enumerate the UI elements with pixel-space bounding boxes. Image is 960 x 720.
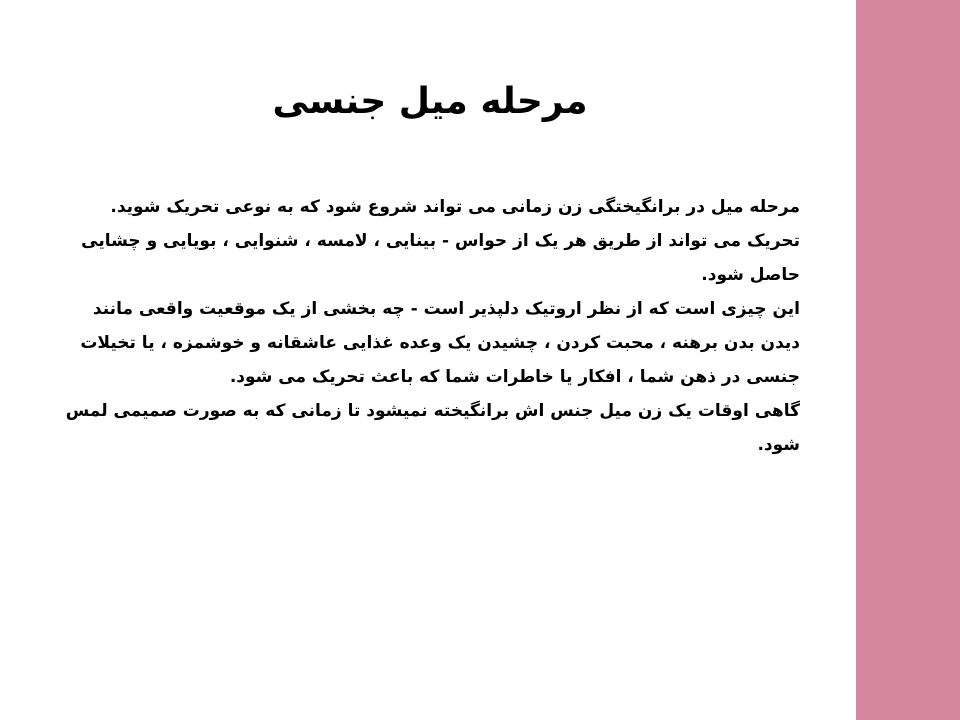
paragraph-desire-start: مرحله میل در برانگیختگی زن زمانی می تواند شروع شود که به نوعی تحریک شوید. — [110, 197, 800, 217]
slide-title: مرحله میل جنسی — [272, 81, 588, 122]
slide-body — [62, 190, 800, 462]
paragraph-senses: تحریک می تواند از طریق هر یک از حواس - بینایی ، لامسه ، شنوایی ، بویایی و چشایی حاصل شود. — [81, 231, 800, 285]
accent-side-band — [856, 0, 960, 720]
paragraph-erotic-pleasure: این چیزی است که از نظر اروتیک دلپذیر است - چه بخشی از یک موقعیت واقعی مانند دیدن بدن برهنه ، محبت کردن ، چشیدن یک وعده غذایی عاشقانه و خوشمزه ، یا تخیلات جنسی در ذهن شما ، افکار یا خاطرات شما که باعث تحریک می شود. — [80, 299, 800, 387]
paragraph-intimate-touch: گاهی اوقات یک زن میل جنس اش برانگیخته نمیشود تا زمانی که به صورت صمیمی لمس شود. — [65, 401, 800, 455]
